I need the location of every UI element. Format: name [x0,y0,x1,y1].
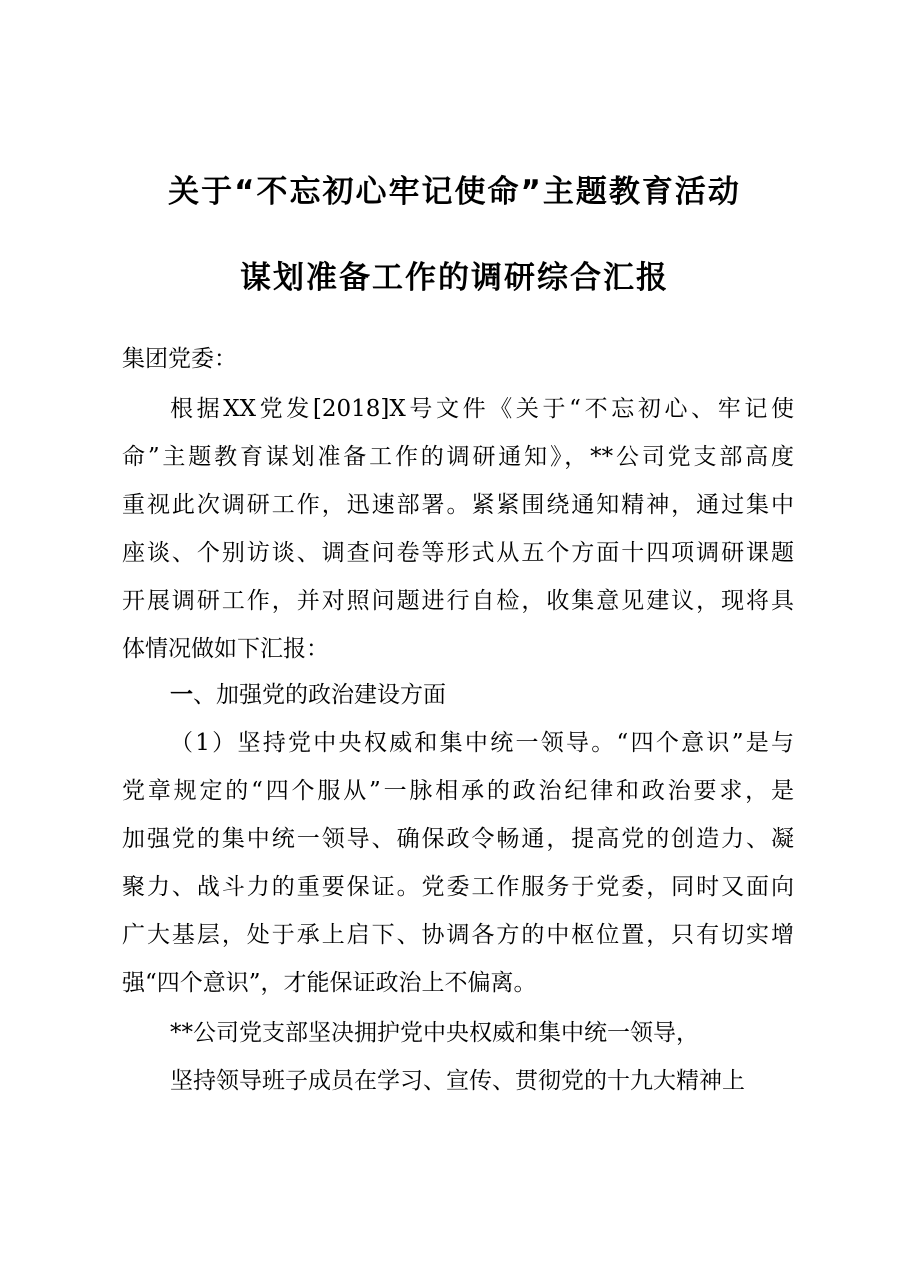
section-heading-1 [170,676,446,709]
paragraph-1-line-1: 根据XX党发[2018]X号文件《关于“不忘初心、牢记使 [170,396,794,422]
paragraph-4: 坚持领导班子成员在学习、宣传、贯彻党的十九大精神上 [170,1068,745,1094]
paragraph-1-line-4: 座谈、个别访谈、调查问卷等形式从五个方面十四项调研课题 [122,540,794,566]
document-title-line-1: 关于“不忘初心牢记使命”主题教育活动 [168,174,741,210]
paragraph-3: **公司党支部坚决拥护党中央权威和集中统一领导， [170,1020,699,1046]
paragraph-2-line-6: 强“四个意识”，才能保证政治上不偏离。 [122,970,537,996]
paragraph-2-line-4: 聚力、战斗力的重要保证。党委工作服务于党委，同时又面向 [122,874,794,900]
document-title-line-2: 谋划准备工作的调研综合汇报 [240,260,669,296]
paragraph-1-line-2: 命”主题教育谋划准备工作的调研通知》，**公司党支部高度 [122,444,794,470]
paragraph-2-line-2: 党章规定的“四个服从”一脉相承的政治纪律和政治要求，是 [122,778,794,804]
section-heading-1-number: 一 [170,682,193,708]
section-heading-1-text: 、加强党的政治建设方面 [193,682,446,708]
paragraph-2-line-5: 广大基层，处于承上启下、协调各方的中枢位置，只有切实增 [122,922,794,948]
paragraph-2-line-1: （1）坚持党中央权威和集中统一领导。“四个意识”是与 [170,730,794,756]
paragraph-1-line-5: 开展调研工作，并对照问题进行自检，收集意见建议，现将具 [122,588,794,614]
paragraph-1-line-3: 重视此次调研工作，迅速部署。紧紧围绕通知精神，通过集中 [122,492,794,518]
paragraph-1-line-6: 体情况做如下汇报： [122,636,329,662]
paragraph-2-line-3: 加强党的集中统一领导、确保政令畅通，提高党的创造力、凝 [122,826,794,852]
salutation: 集团党委： [122,346,237,372]
